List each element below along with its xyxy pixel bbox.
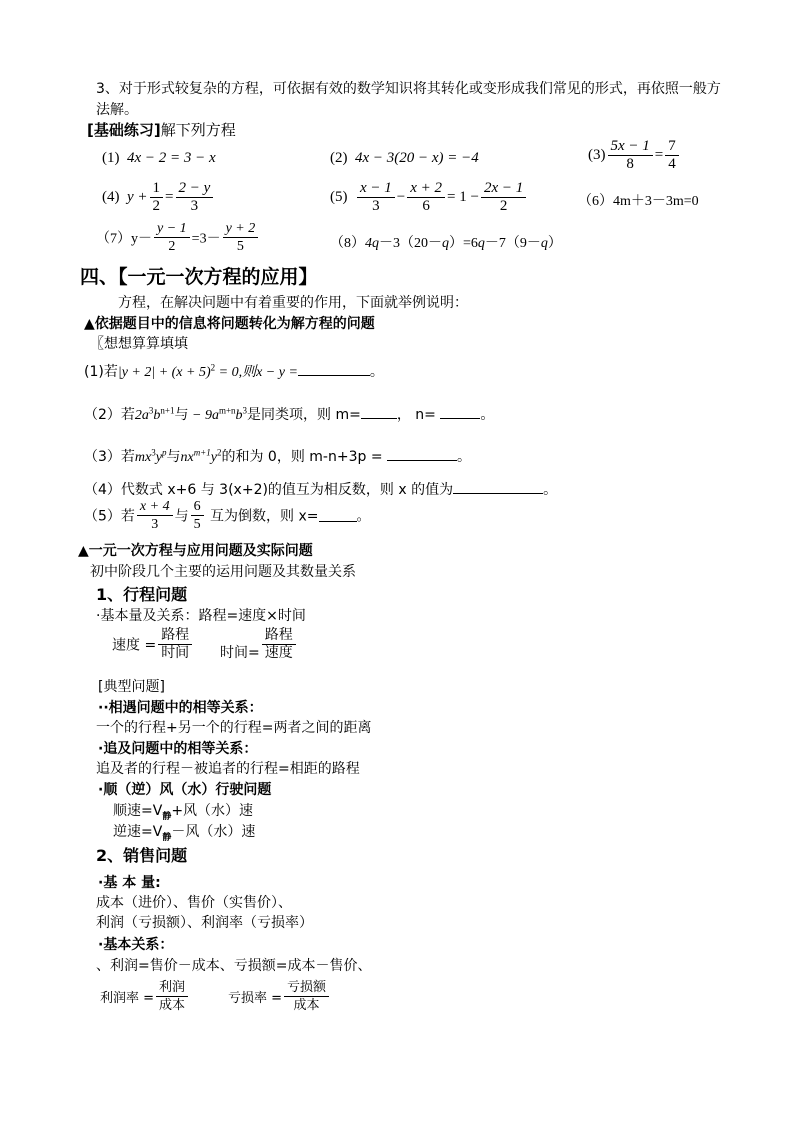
sales-items-1: 成本（进价）、售价（实售价）、 <box>96 895 292 911</box>
question-5: （5）若 $\frac{x + 4}{3}$ 与 $\frac{6}{5}$ 互为倒数，则 x= 。 <box>84 499 371 532</box>
problem-7-label: （7）y－ <box>96 231 152 247</box>
fraction: $\frac{x + 2}{6}$ <box>407 180 445 215</box>
fraction: $\frac{\text{亏损额}}{\text{成本}}$ <box>284 979 329 1014</box>
problem-2 <box>330 150 479 167</box>
fraction: $\frac{x + 4}{3}$ <box>137 498 173 533</box>
problem-5-label: (5) <box>330 189 348 205</box>
problem-3: (3) $\frac{5x - 1}{8}$ = $\frac{7}{4}$ <box>588 138 681 173</box>
basic-practice-title: 解下列方程 <box>160 121 236 139</box>
fraction: $\frac{\text{利润}}{\text{成本}}$ <box>156 979 188 1014</box>
typical-problems: [典型问题] <box>98 679 165 695</box>
question-4: （4）代数式 x+6 与 3(x+2)的值互为相反数，则 x 的值为 。 <box>84 482 558 498</box>
fraction: $\frac{\text{路程}}{\text{时间}}$ <box>158 627 192 662</box>
speed-formula: 速度 = $\frac{\text{路程}}{\text{时间}}$ <box>112 627 194 662</box>
travel-heading: 1、行程问题 <box>96 585 188 604</box>
answer-blank[interactable] <box>387 448 457 461</box>
section-4-heading: 四、【一元一次方程的应用】 <box>80 266 318 288</box>
section-4-sub-2: ▲一元一次方程与应用问题及实际问题 <box>78 543 313 559</box>
fraction: $\frac{y + 2}{5}$ <box>223 220 259 255</box>
fraction: $\frac{7}{4}$ <box>665 138 679 173</box>
downstream-speed: 顺速$=V_静+$风（水）速 <box>113 803 254 822</box>
section-4-sub-1: ▲依据题目中的信息将问题转化为解方程的问题 <box>84 316 375 332</box>
answer-blank[interactable] <box>319 509 357 522</box>
meet-relation: 一个的行程+另一个的行程=两者之间的距离 <box>96 720 372 736</box>
fraction: $\frac{2 - y}{3}$ <box>176 180 214 215</box>
problem-1 <box>102 150 216 167</box>
answer-blank[interactable] <box>298 363 370 376</box>
basic-practice-tag: [基础练习] <box>87 121 161 139</box>
question-2-label: （2）若 <box>84 407 135 423</box>
sales-relation-text: 、利润=售价－成本、亏损额=成本－售价、 <box>96 958 372 974</box>
question-1: (1)若$|y + 2| + (x + 5)^2 = 0$,则x − y = 。 <box>84 362 384 380</box>
answer-blank[interactable] <box>453 481 543 494</box>
section-4-sub-2-intro: 初中阶段几个主要的运用问题及其数量关系 <box>90 564 356 580</box>
problem-5: (5) $\frac{x - 1}{3}$ − $\frac{x + 2}{6}$ = 1 − $\frac{2x - 1}{2}$ <box>330 180 528 215</box>
sales-relation: ·基本关系： <box>98 937 174 953</box>
problem-2-equation: 4x − 3(20 − x) = −4 <box>355 150 479 166</box>
problem-3-label: (3) <box>588 147 606 163</box>
wind-problem: ·顺（逆）风（水）行驶问题 <box>98 782 272 798</box>
profit-rate-formula: 利润率 = $\frac{\text{利润}}{\text{成本}}$ <box>100 979 190 1014</box>
answer-blank[interactable] <box>440 406 480 419</box>
answer-blank[interactable] <box>361 406 397 419</box>
loss-rate-formula: 亏损率 = $\frac{\text{亏损额}}{\text{成本}}$ <box>228 979 331 1014</box>
problem-1-label: (1) <box>102 150 120 166</box>
sales-heading: 2、销售问题 <box>96 846 188 865</box>
chase-problem: ·追及问题中的相等关系： <box>98 741 258 757</box>
fraction: $\frac{\text{路程}}{\text{速度}}$ <box>262 627 296 662</box>
problem-1-equation: 4x − 2 = 3 − x <box>127 150 216 166</box>
problem-6: （6）4m＋3－3m=0 <box>578 194 699 209</box>
question-3: （3）若$mx^3y^p$与$nx^{m+1}y^2$的和为 0，则 m-n+3p = 。 <box>84 447 472 465</box>
intro-line-2: 法解。 <box>96 102 138 118</box>
meet-problem: ··相遇问题中的相等关系： <box>98 700 263 716</box>
section-4-intro: 方程，在解决问题中有着重要的作用，下面就举例说明： <box>118 295 468 311</box>
problem-8: （8）4q－3（20－q）=6q－7（9－q） <box>330 236 562 251</box>
question-3-label: （3）若 <box>84 449 135 465</box>
question-5-label: （5）若 <box>84 508 135 525</box>
fraction: $\frac{y - 1}{2}$ <box>154 220 190 255</box>
fraction: $\frac{2x - 1}{2}$ <box>481 180 526 215</box>
time-formula: 时间= $\frac{\text{路程}}{\text{速度}}$ <box>220 627 298 662</box>
sales-items-2: 利润（亏损额）、利润率（亏损率） <box>96 915 313 931</box>
fraction: $\frac{1}{2}$ <box>150 180 164 215</box>
intro-line-1: 3、对于形式较复杂的方程，可依据有效的数学知识将其转化或变形成我们常见的形式，再依照一般方 <box>96 81 721 97</box>
problem-7: （7）y－ $\frac{y - 1}{2}$ =3－ $\frac{y + 2}{5}$ <box>96 220 260 255</box>
question-1-label: (1)若 <box>84 364 118 380</box>
travel-basic: ·基本量及关系：路程=速度×时间 <box>96 608 306 624</box>
fraction: $\frac{x - 1}{3}$ <box>357 180 395 215</box>
sales-basic: ·基 本 量: <box>98 875 161 891</box>
problem-8-label: （8） <box>330 236 365 251</box>
fraction: $\frac{6}{5}$ <box>191 498 204 533</box>
problem-2-label: (2) <box>330 150 348 166</box>
fraction: $\frac{5x - 1}{8}$ <box>608 138 653 173</box>
chase-relation: 追及者的行程－被追者的行程=相距的路程 <box>96 761 360 777</box>
basic-practice-header <box>87 119 236 140</box>
think-label: 〖想想算算填填 <box>90 336 188 352</box>
problem-4-label: (4) <box>102 189 120 205</box>
upstream-speed: 逆速$=V_静-$风（水）速 <box>113 824 256 843</box>
problem-4: (4) y + $\frac{1}{2}$ = $\frac{2 - y}{3}$ <box>102 180 215 215</box>
question-2: （2）若$2a^3b^{n+1}$与 − $9a^{m+n}b^3$是同类项，则 m= ， n= 。 <box>84 405 495 423</box>
